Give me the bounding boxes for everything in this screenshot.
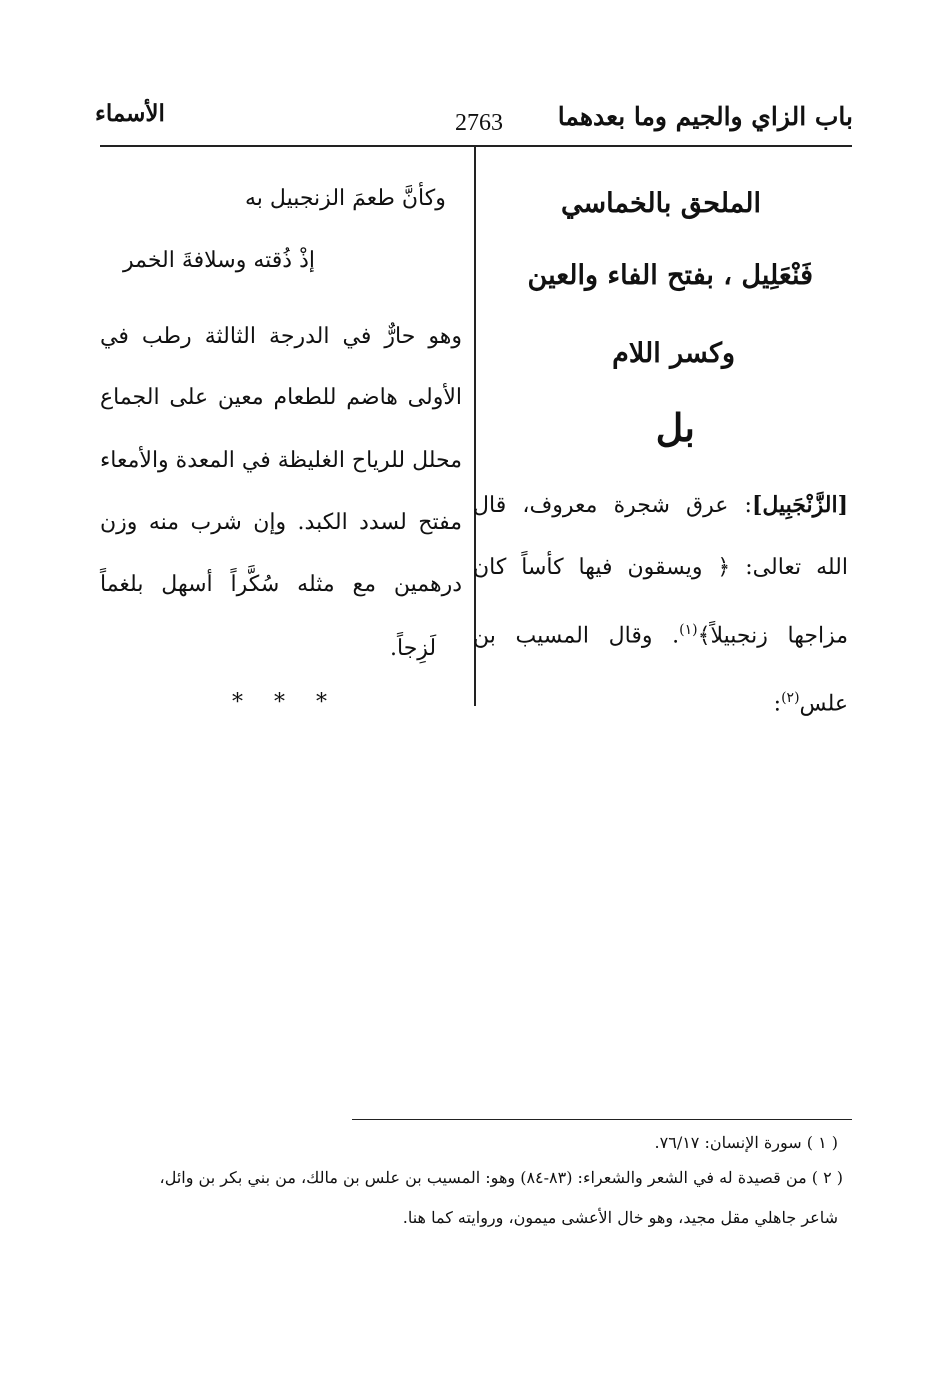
- footnote-ref: (٢): [781, 690, 800, 706]
- footnote-ref: (١): [679, 622, 698, 638]
- body-line: مفتح لسدد الكبد. وإن شرب منه وزن: [100, 510, 462, 535]
- entry-text: : عرق شجرة معروف، قال: [473, 493, 752, 518]
- body-line: لَزِجاً.: [390, 636, 437, 661]
- entry-line: [473, 492, 848, 518]
- entry-term: [الزَّنْجَبِيل]: [751, 492, 848, 518]
- pattern-heading: فَنْعَلِيل ، بفتح الفاء والعين: [527, 260, 813, 291]
- footnote: ( ٢ ) من قصيدة له في الشعر والشعراء: (٨٣-٨٤) وهو: المسيب بن علس بن مالك، من بني بكر بن وائل،: [159, 1168, 843, 1187]
- section-end-asterisks: * * *: [232, 690, 339, 715]
- entry-text: . وقال المسيب بن: [473, 623, 680, 649]
- entry-text: :: [773, 691, 782, 717]
- pattern-heading-continued: وكسر اللام: [612, 338, 735, 369]
- poem-line: إذْ ذُقته وسلافةَ الخمر: [123, 248, 316, 273]
- entry-text: مزاجها زنجبيلاً﴾: [697, 623, 848, 649]
- running-title-left: الأسماء: [95, 100, 165, 127]
- root-heading: بل: [655, 405, 695, 450]
- page-number: 2763: [455, 110, 503, 136]
- running-title-right: باب الزاي والجيم وما بعدهما: [557, 102, 853, 131]
- entry-line: [774, 690, 848, 716]
- body-line: محلل للرياح الغليظة في المعدة والأمعاء: [99, 448, 462, 473]
- body-line: وهو حارٌّ في الدرجة الثالثة رطب في: [100, 324, 462, 349]
- entry-line: [473, 622, 848, 648]
- poem-line: وكأنَّ طعمَ الزنجبيل به: [245, 186, 446, 211]
- footnote-continued: شاعر جاهلي مقل مجيد، وهو خال الأعشى ميمون، وروايته كما هنا.: [402, 1208, 838, 1227]
- header-rule: [100, 145, 852, 147]
- footnote: ( ١ ) سورة الإنسان: ٧٦/١٧.: [654, 1133, 838, 1152]
- body-line: الأولى هاضم للطعام معين على الجماع: [100, 385, 462, 410]
- entry-line: الله تعالى: ﴿ ويسقون فيها كأساً كان: [473, 555, 848, 580]
- entry-text: علس: [799, 691, 848, 717]
- body-line: درهمين مع مثله سُكَّراً أسهل بلغماً: [100, 572, 462, 597]
- footnote-rule: [352, 1119, 852, 1120]
- section-heading: الملحق بالخماسي: [561, 188, 761, 219]
